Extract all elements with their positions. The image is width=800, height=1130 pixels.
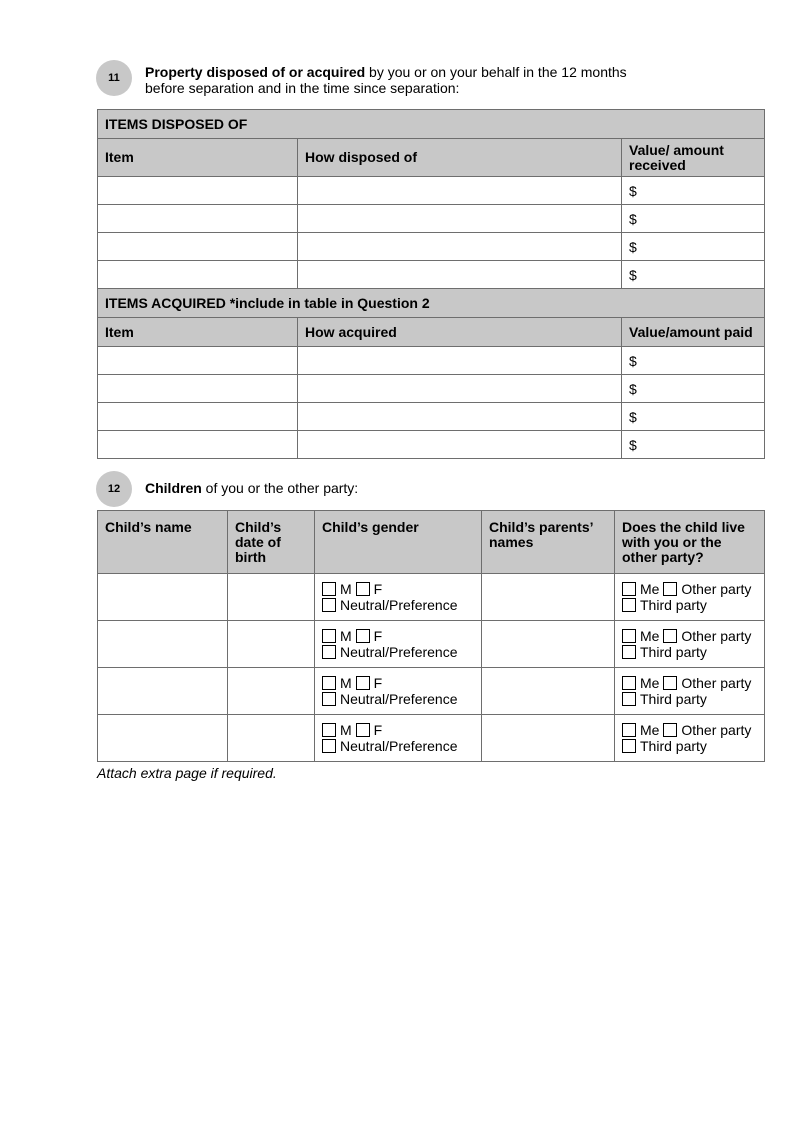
gender-m-checkbox[interactable] bbox=[322, 676, 336, 690]
child-lives-with-cell bbox=[615, 574, 765, 621]
question-12-text bbox=[145, 480, 665, 496]
how-acquired-field[interactable] bbox=[298, 403, 622, 431]
table-row bbox=[98, 403, 765, 431]
parents-names-field[interactable] bbox=[482, 621, 615, 668]
gender-neutral-checkbox[interactable] bbox=[322, 598, 336, 612]
item-field[interactable] bbox=[98, 261, 298, 289]
child-name-field[interactable] bbox=[98, 668, 228, 715]
how-acquired-field[interactable] bbox=[298, 347, 622, 375]
dollar-sign: $ bbox=[629, 352, 637, 369]
column-header-how-disposed: How disposed of bbox=[298, 139, 622, 177]
gender-neutral-label: Neutral/Preference bbox=[340, 691, 458, 707]
dollar-sign: $ bbox=[629, 182, 637, 199]
lives-other-party-checkbox[interactable] bbox=[663, 676, 677, 690]
lives-me-label: Me bbox=[640, 628, 660, 644]
table-row bbox=[98, 347, 765, 375]
table-row bbox=[98, 668, 765, 715]
parents-names-field[interactable] bbox=[482, 668, 615, 715]
child-lives-with-cell bbox=[615, 668, 765, 715]
lives-third-party-label: Third party bbox=[640, 644, 707, 660]
item-field[interactable] bbox=[98, 347, 298, 375]
how-disposed-field[interactable] bbox=[298, 177, 622, 205]
lives-third-party-checkbox[interactable] bbox=[622, 739, 636, 753]
gender-neutral-label: Neutral/Preference bbox=[340, 597, 458, 613]
child-dob-field[interactable] bbox=[228, 621, 315, 668]
child-lives-with-cell bbox=[615, 715, 765, 762]
dollar-sign: $ bbox=[629, 238, 637, 255]
column-header-value-paid: Value/amount paid bbox=[622, 318, 765, 347]
how-disposed-field[interactable] bbox=[298, 233, 622, 261]
column-header-how-acquired: How acquired bbox=[298, 318, 622, 347]
child-dob-field[interactable] bbox=[228, 574, 315, 621]
gender-neutral-checkbox[interactable] bbox=[322, 692, 336, 706]
question-12-description: of you or the other party: bbox=[201, 480, 359, 496]
child-gender-cell bbox=[315, 621, 482, 668]
gender-f-checkbox[interactable] bbox=[356, 723, 370, 737]
how-acquired-field[interactable] bbox=[298, 375, 622, 403]
lives-third-party-label: Third party bbox=[640, 738, 707, 754]
dollar-sign: $ bbox=[629, 380, 637, 397]
column-header-child-lives-with: Does the child live with you or the other party? bbox=[615, 511, 765, 574]
gender-m-label: M bbox=[340, 581, 352, 597]
value-field[interactable] bbox=[622, 205, 765, 233]
child-dob-field[interactable] bbox=[228, 715, 315, 762]
gender-m-checkbox[interactable] bbox=[322, 723, 336, 737]
gender-f-checkbox[interactable] bbox=[356, 676, 370, 690]
gender-f-label: F bbox=[373, 675, 383, 691]
lives-other-party-checkbox[interactable] bbox=[663, 582, 677, 596]
value-field[interactable] bbox=[622, 375, 765, 403]
gender-f-label: F bbox=[373, 581, 383, 597]
gender-m-label: M bbox=[340, 722, 352, 738]
gender-m-checkbox[interactable] bbox=[322, 629, 336, 643]
dollar-sign: $ bbox=[629, 436, 637, 453]
gender-neutral-checkbox[interactable] bbox=[322, 739, 336, 753]
question-11-title: Property disposed of or acquired bbox=[145, 64, 366, 80]
lives-me-label: Me bbox=[640, 675, 660, 691]
item-field[interactable] bbox=[98, 177, 298, 205]
column-header-item: Item bbox=[98, 139, 298, 177]
column-header-parents-names: Child’s parents’ names bbox=[482, 511, 615, 574]
question-number: 11 bbox=[108, 72, 120, 84]
gender-m-label: M bbox=[340, 675, 352, 691]
child-name-field[interactable] bbox=[98, 574, 228, 621]
column-header-child-dob: Child’s date of birth bbox=[228, 511, 315, 574]
value-field[interactable] bbox=[622, 403, 765, 431]
item-field[interactable] bbox=[98, 233, 298, 261]
question-11-description: by you or on your behalf in the 12 months before separation and in the time since separation: bbox=[145, 64, 627, 96]
item-field[interactable] bbox=[98, 375, 298, 403]
child-gender-cell bbox=[315, 715, 482, 762]
child-lives-with-cell bbox=[615, 621, 765, 668]
column-header-item: Item bbox=[98, 318, 298, 347]
lives-me-checkbox[interactable] bbox=[622, 676, 636, 690]
column-header-child-gender: Child’s gender bbox=[315, 511, 482, 574]
children-table bbox=[97, 510, 765, 762]
lives-third-party-checkbox[interactable] bbox=[622, 645, 636, 659]
value-field[interactable] bbox=[622, 261, 765, 289]
parents-names-field[interactable] bbox=[482, 715, 615, 762]
question-number-badge bbox=[96, 471, 132, 507]
gender-neutral-label: Neutral/Preference bbox=[340, 644, 458, 660]
column-header-child-name: Child’s name bbox=[98, 511, 228, 574]
item-field[interactable] bbox=[98, 431, 298, 459]
lives-me-checkbox[interactable] bbox=[622, 723, 636, 737]
gender-f-checkbox[interactable] bbox=[356, 629, 370, 643]
dollar-sign: $ bbox=[629, 408, 637, 425]
item-field[interactable] bbox=[98, 205, 298, 233]
gender-f-checkbox[interactable] bbox=[356, 582, 370, 596]
table-row bbox=[98, 431, 765, 459]
lives-other-party-label: Other party bbox=[681, 675, 752, 691]
table-row bbox=[98, 574, 765, 621]
parents-names-field[interactable] bbox=[482, 574, 615, 621]
table-row bbox=[98, 205, 765, 233]
gender-m-checkbox[interactable] bbox=[322, 582, 336, 596]
section-header-acquired: ITEMS ACQUIRED *include in table in Question 2 bbox=[98, 289, 765, 318]
attach-extra-page-note: Attach extra page if required. bbox=[97, 765, 277, 781]
table-row bbox=[98, 715, 765, 762]
value-field[interactable] bbox=[622, 347, 765, 375]
lives-other-party-checkbox[interactable] bbox=[663, 629, 677, 643]
table-row bbox=[98, 233, 765, 261]
lives-other-party-label: Other party bbox=[681, 581, 752, 597]
column-header-value-received: Value/ amount received bbox=[622, 139, 765, 177]
question-number-badge bbox=[96, 60, 132, 96]
value-field[interactable] bbox=[622, 233, 765, 261]
child-name-field[interactable] bbox=[98, 621, 228, 668]
child-gender-cell bbox=[315, 574, 482, 621]
child-gender-cell bbox=[315, 668, 482, 715]
item-field[interactable] bbox=[98, 403, 298, 431]
question-number: 12 bbox=[107, 483, 121, 495]
child-dob-field[interactable] bbox=[228, 668, 315, 715]
lives-third-party-checkbox[interactable] bbox=[622, 692, 636, 706]
how-disposed-field[interactable] bbox=[298, 261, 622, 289]
question-12-title: Children bbox=[145, 480, 202, 496]
gender-neutral-checkbox[interactable] bbox=[322, 645, 336, 659]
child-name-field[interactable] bbox=[98, 715, 228, 762]
lives-third-party-label: Third party bbox=[640, 597, 707, 613]
lives-other-party-checkbox[interactable] bbox=[663, 723, 677, 737]
how-acquired-field[interactable] bbox=[298, 431, 622, 459]
gender-neutral-label: Neutral/Preference bbox=[340, 738, 458, 754]
table-row bbox=[98, 375, 765, 403]
lives-other-party-label: Other party bbox=[681, 628, 752, 644]
question-11-text bbox=[145, 64, 665, 96]
lives-me-checkbox[interactable] bbox=[622, 629, 636, 643]
lives-me-label: Me bbox=[640, 722, 660, 738]
dollar-sign: $ bbox=[629, 210, 637, 227]
lives-third-party-checkbox[interactable] bbox=[622, 598, 636, 612]
gender-f-label: F bbox=[373, 722, 383, 738]
dollar-sign: $ bbox=[629, 266, 637, 283]
lives-me-checkbox[interactable] bbox=[622, 582, 636, 596]
table-row bbox=[98, 261, 765, 289]
gender-f-label: F bbox=[373, 628, 383, 644]
lives-me-label: Me bbox=[640, 581, 660, 597]
value-field[interactable] bbox=[622, 177, 765, 205]
value-field[interactable] bbox=[622, 431, 765, 459]
lives-other-party-label: Other party bbox=[681, 722, 752, 738]
table-row bbox=[98, 177, 765, 205]
how-disposed-field[interactable] bbox=[298, 205, 622, 233]
gender-m-label: M bbox=[340, 628, 352, 644]
section-header-disposed: ITEMS DISPOSED OF bbox=[98, 110, 765, 139]
table-row bbox=[98, 621, 765, 668]
lives-third-party-label: Third party bbox=[640, 691, 707, 707]
property-table bbox=[97, 109, 765, 459]
